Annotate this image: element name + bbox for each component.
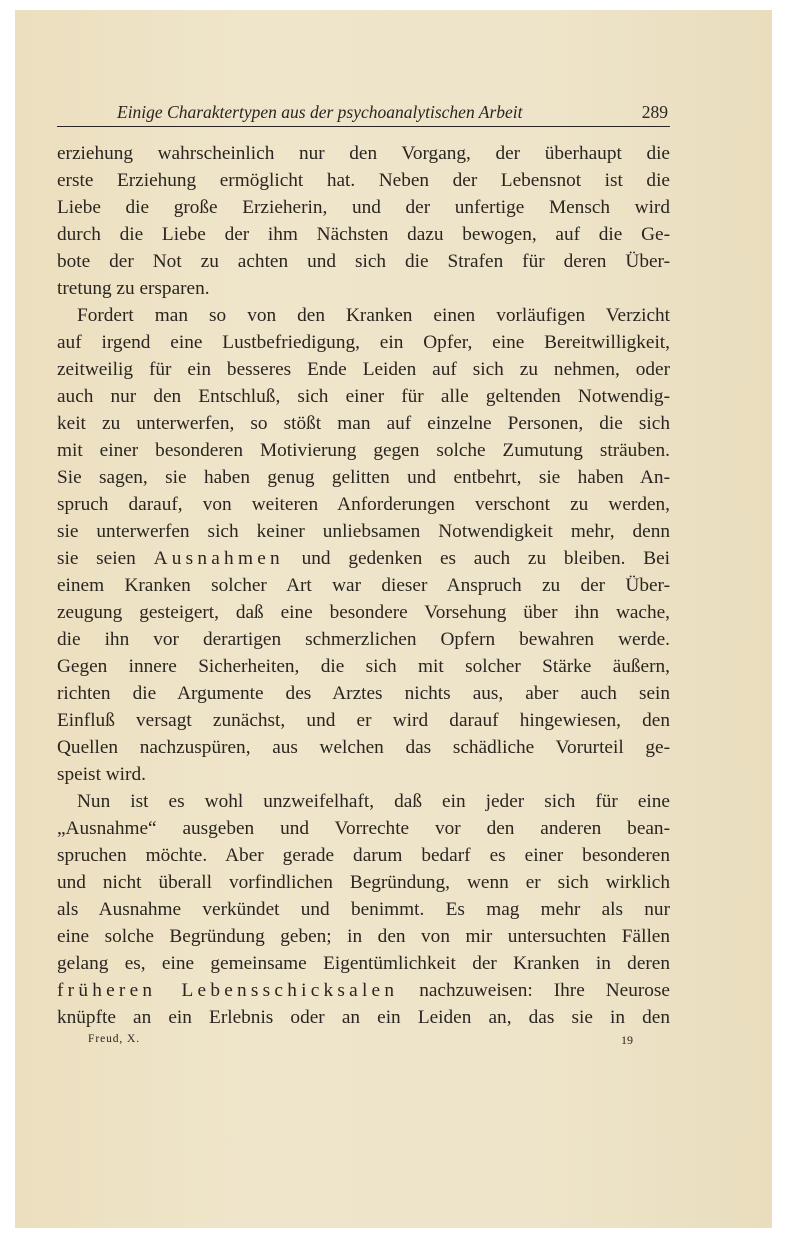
text-segment: und gedenken es auch zu bleiben. Bei bbox=[283, 548, 670, 569]
running-header bbox=[57, 100, 670, 127]
text-segment: erziehung wahrscheinlich nur den Vorgang, der überhaupt die bbox=[57, 143, 670, 164]
text-segment: zeitweilig für ein besseres Ende Leiden auf sich zu nehmen, oder bbox=[57, 359, 670, 380]
text-segment: Fordert man so von den Kranken einen vorläufigen Verzicht bbox=[77, 305, 670, 326]
sheet-number: 19 bbox=[621, 1033, 633, 1047]
text-segment: sie seien bbox=[57, 548, 154, 569]
text-line bbox=[57, 761, 670, 788]
text-line bbox=[57, 599, 670, 626]
text-line bbox=[57, 977, 670, 1004]
text-line bbox=[57, 896, 670, 923]
text-segment: eine solche Begründung geben; in den von mir untersuchten Fällen bbox=[57, 926, 670, 947]
text-line bbox=[57, 572, 670, 599]
signature-mark: Freud, X. bbox=[88, 1033, 141, 1045]
text-line bbox=[57, 491, 670, 518]
text-line bbox=[57, 329, 670, 356]
running-title: Einige Charaktertypen aus der psychoanalytischen Arbeit bbox=[117, 102, 523, 122]
emphasized-text: Ausnahmen bbox=[153, 548, 284, 569]
text-line bbox=[57, 707, 670, 734]
text-line bbox=[57, 680, 670, 707]
text-segment: zeugung gesteigert, daß eine besondere Vorsehung über ihn wache, bbox=[57, 602, 670, 623]
text-line bbox=[57, 1004, 670, 1031]
text-line bbox=[57, 734, 670, 761]
text-segment: nachzuweisen: Ihre Neurose bbox=[398, 980, 670, 1001]
text-segment: und nicht überall vorfindlichen Begründung, wenn er sich wirklich bbox=[57, 872, 670, 893]
text-line bbox=[57, 248, 670, 275]
text-line bbox=[57, 437, 670, 464]
text-segment: Gegen innere Sicherheiten, die sich mit solcher Stärke äußern, bbox=[57, 656, 670, 677]
text-segment: Sie sagen, sie haben genug gelitten und entbehrt, sie haben An- bbox=[57, 467, 670, 488]
text-segment: tretung zu ersparen. bbox=[57, 278, 210, 299]
text-line bbox=[57, 221, 670, 248]
text-line bbox=[57, 923, 670, 950]
text-line bbox=[57, 869, 670, 896]
text-segment: Quellen nachzuspüren, aus welchen das schädliche Vorurteil ge- bbox=[57, 737, 670, 758]
text-segment: erste Erziehung ermöglicht hat. Neben der Lebensnot ist die bbox=[57, 170, 670, 191]
text-line bbox=[57, 275, 670, 302]
text-segment: Liebe die große Erzieherin, und der unfertige Mensch wird bbox=[57, 197, 670, 218]
text-line bbox=[57, 194, 670, 221]
text-line bbox=[57, 815, 670, 842]
text-segment: keit zu unterwerfen, so stößt man auf einzelne Personen, die sich bbox=[57, 413, 670, 434]
text-segment: durch die Liebe der ihm Nächsten dazu bewogen, auf die Ge- bbox=[57, 224, 670, 245]
text-line bbox=[57, 653, 670, 680]
text-segment: spruchen möchte. Aber gerade darum bedarf es einer besonderen bbox=[57, 845, 670, 866]
text-segment: spruch darauf, von weiteren Anforderungen verschont zu werden, bbox=[57, 494, 670, 515]
text-segment: sie unterwerfen sich keiner unliebsamen Notwendigkeit mehr, denn bbox=[57, 521, 670, 542]
text-line bbox=[57, 842, 670, 869]
text-line bbox=[57, 356, 670, 383]
text-line bbox=[57, 140, 670, 167]
text-segment: knüpfte an ein Erlebnis oder an ein Leiden an, das sie in den bbox=[57, 1007, 670, 1028]
text-line bbox=[57, 950, 670, 977]
text-line bbox=[57, 518, 670, 545]
text-line bbox=[57, 302, 670, 329]
text-segment: als Ausnahme verkündet und benimmt. Es mag mehr als nur bbox=[57, 899, 670, 920]
text-segment: bote der Not zu achten und sich die Strafen für deren Über- bbox=[57, 251, 670, 272]
page-number: 289 bbox=[641, 102, 668, 122]
text-segment: mit einer besonderen Motivierung gegen solche Zumutung sträuben. bbox=[57, 440, 670, 461]
text-line bbox=[57, 626, 670, 653]
text-segment: auch nur den Entschluß, sich einer für alle geltenden Notwendig- bbox=[57, 386, 670, 407]
text-line bbox=[57, 788, 670, 815]
text-segment: gelang es, eine gemeinsame Eigentümlichkeit der Kranken in deren bbox=[57, 953, 670, 974]
text-segment: „Ausnahme“ ausgeben und Vorrechte vor den anderen bean- bbox=[57, 818, 670, 839]
text-segment: Nun ist es wohl unzweifelhaft, daß ein jeder sich für eine bbox=[77, 791, 670, 812]
text-line bbox=[57, 383, 670, 410]
emphasized-text: früheren Lebensschicksalen bbox=[57, 980, 399, 1001]
text-line bbox=[57, 167, 670, 194]
text-line bbox=[57, 410, 670, 437]
text-line bbox=[57, 464, 670, 491]
text-segment: richten die Argumente des Arztes nichts aus, aber auch sein bbox=[57, 683, 670, 704]
text-line bbox=[57, 545, 670, 572]
text-segment: auf irgend eine Lustbefriedigung, ein Opfer, eine Bereitwilligkeit, bbox=[57, 332, 670, 353]
text-segment: einem Kranken solcher Art war dieser Anspruch zu der Über- bbox=[57, 575, 670, 596]
text-segment: die ihn vor derartigen schmerzlichen Opfern bewahren werde. bbox=[57, 629, 670, 650]
text-segment: Einfluß versagt zunächst, und er wird darauf hingewiesen, den bbox=[57, 710, 670, 731]
body-text bbox=[57, 140, 670, 1031]
text-segment: speist wird. bbox=[57, 764, 146, 785]
